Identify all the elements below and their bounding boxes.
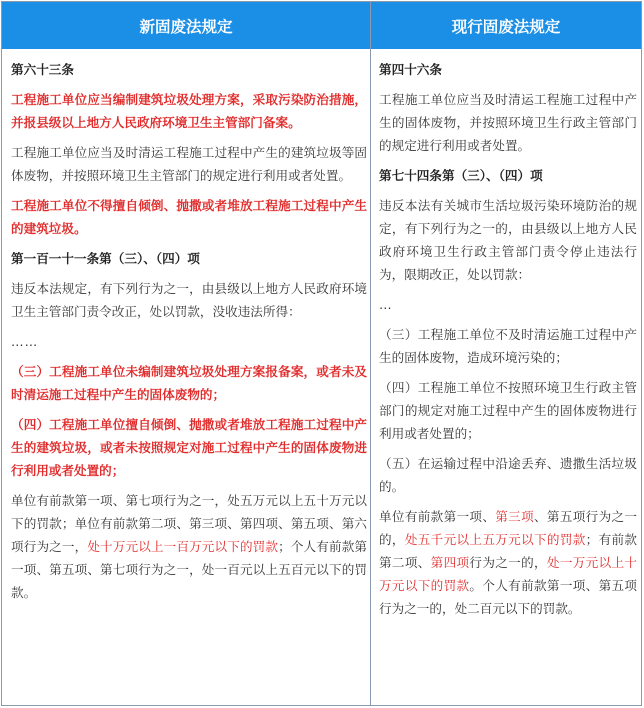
new-law-column	[11, 58, 367, 611]
article-111-penalty	[11, 489, 367, 604]
penalty-highlight: 第四项	[430, 555, 470, 570]
header-new-law: 新固废法规定	[2, 2, 370, 49]
penalty-text-a: 单位有前款第一项、第七项行为之一，处五万元以上五十万元以下的罚款；单位有前款第二项、第三项、第四项、第五项、第六项行为之一，	[11, 493, 367, 554]
penalty-segment: 行为之一的，	[469, 555, 547, 570]
current-law-column	[379, 58, 637, 627]
article-74-item-4: （四）工程施工单位不按照环境卫生行政主管部门的规定对施工过程中产生的固体废物进行利用或者处置的；	[379, 380, 637, 441]
penalty-highlight: 处一万元以上十万元以下的罚款	[379, 555, 638, 593]
penalty-text-c: ；个人有前款第一项、第五项、第七项行为之一，处一百元以上五百元以下的罚款。	[11, 539, 367, 600]
penalty-highlight: 第三项	[495, 509, 534, 524]
penalty-segment: 单位有前款第一项、	[379, 509, 496, 524]
article-63-paragraph-3: 工程施工单位不得擅自倾倒、抛撒或者堆放工程施工过程中产生的建筑垃圾。	[11, 198, 367, 236]
article-111-ellipsis: ……	[11, 334, 39, 349]
penalty-highlight: 处五千元以上五万元以下的罚款	[404, 532, 586, 547]
article-63-title: 第六十三条	[11, 62, 74, 77]
article-63-paragraph-1: 工程施工单位应当编制建筑垃圾处理方案，采取污染防治措施，并报县级以上地方人民政府环境卫生主管部门备案。	[11, 92, 367, 130]
article-111-intro: 违反本法规定，有下列行为之一，由县级以上地方人民政府环境卫生主管部门责令改正，处以罚款，没收违法所得：	[11, 281, 367, 319]
comparison-table	[1, 1, 642, 706]
article-74-item-3: （三）工程施工单位不及时清运施工过程中产生的固体废物，造成环境污染的；	[379, 327, 637, 365]
penalty-highlight: 处十万元以上一百万元以下的罚款	[87, 539, 279, 554]
article-111-item-3: （三）工程施工单位未编制建筑垃圾处理方案报备案，或者未及时清运施工过程中产生的固体废物的；	[11, 364, 367, 402]
article-46-paragraph-1: 工程施工单位应当及时清运工程施工过程中产生的固体废物，并按照环境卫生行政主管部门的规定进行利用或者处置。	[379, 92, 637, 153]
penalty-segment: 。个人有前款第一项、第五项行为之一的，处二百元以下的罚款。	[379, 578, 638, 616]
article-74-item-5: （五）在运输过程中沿途丢弃、遗撒生活垃圾的。	[379, 456, 637, 494]
column-divider	[370, 2, 371, 705]
article-74-title: 第七十四条第（三）、（四）项	[379, 168, 543, 183]
penalty-segment: ；有前款第二项、	[379, 532, 638, 570]
article-46-title: 第四十六条	[379, 62, 442, 77]
article-111-item-4: （四）工程施工单位擅自倾倒、抛撒或者堆放工程施工过程中产生的建筑垃圾，或者未按照规定对施工过程中产生的固体废物进行利用或者处置的；	[11, 417, 367, 478]
article-74-ellipsis: …	[379, 297, 392, 312]
article-63-paragraph-2: 工程施工单位应当及时清运工程施工过程中产生的建筑垃圾等固体废物，并按照环境卫生主管部门的规定进行利用或者处置。	[11, 145, 367, 183]
header-current-law: 现行固废法规定	[371, 2, 641, 49]
article-74-intro: 违反本法有关城市生活垃圾污染环境防治的规定，有下列行为之一的，由县级以上地方人民政府环境卫生行政主管部门责令停止违法行为，限期改正，处以罚款：	[379, 198, 637, 282]
article-111-title: 第一百一十一条第（三）、（四）项	[11, 251, 200, 266]
article-74-penalty	[379, 505, 637, 620]
penalty-segment: 、第五项行为之一的，	[379, 509, 638, 547]
